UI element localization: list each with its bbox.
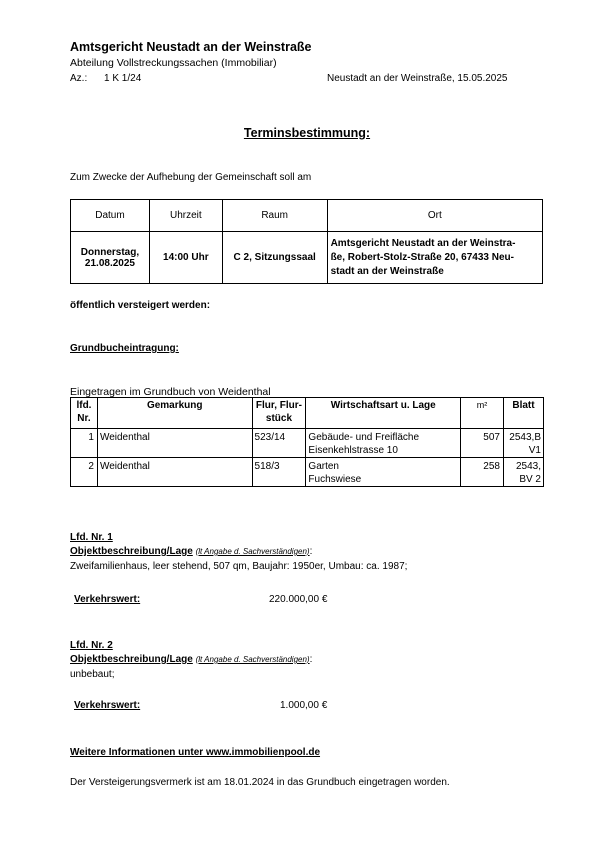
header-datum: Datum [71, 200, 150, 232]
object-1-colon: : [309, 546, 313, 557]
row-nr: 2 [71, 458, 98, 487]
object-1-label: Objektbeschreibung/Lage [70, 546, 193, 557]
appointment-table [70, 199, 543, 284]
header-flur-line1: Flur, Flur- [255, 400, 303, 411]
row-blatt [503, 458, 543, 487]
grundbuch-heading: Grundbucheintragung: [70, 343, 179, 354]
row-wirtschaftsart [306, 458, 461, 487]
row-blatt-line1: 2543, [515, 461, 541, 472]
table-row [71, 458, 544, 487]
row-qm: 507 [461, 429, 504, 458]
header-flur [252, 398, 306, 429]
appointment-place [327, 232, 542, 284]
case-number-label: Az.: [70, 73, 88, 84]
object-2-note: (lt Angabe d. Sachverständigen) [195, 655, 310, 664]
appointment-time: 14:00 Uhr [149, 232, 222, 284]
grundbuch-header-row [71, 398, 544, 429]
header-ort: Ort [327, 200, 542, 232]
object-2-number: Lfd. Nr. 2 [70, 640, 113, 651]
object-1-number: Lfd. Nr. 1 [70, 532, 113, 543]
row-art-line2: Fuchswiese [308, 474, 362, 485]
appointment-data-row [71, 232, 543, 284]
appointment-date [71, 232, 150, 284]
header-uhrzeit: Uhrzeit [149, 200, 222, 232]
object-2-heading [70, 654, 312, 665]
object-2-colon: : [309, 654, 313, 665]
row-wirtschaftsart [306, 429, 461, 458]
registration-note: Der Versteigerungsvermerk ist am 18.01.2024 in das Grundbuch eingetragen worden. [70, 777, 450, 788]
grundbuch-subtitle: Eingetragen im Grundbuch von Weidenthal [70, 386, 271, 398]
row-blatt-line2: V1 [528, 445, 541, 456]
object-2-label: Objektbeschreibung/Lage [70, 654, 193, 665]
appointment-place-line1: Amtsgericht Neustadt an der Weinstra- [330, 237, 516, 249]
appointment-weekday: Donnerstag, [80, 246, 140, 258]
header-lfd-line2: Nr. [77, 413, 91, 424]
header-gemarkung: Gemarkung [97, 398, 252, 429]
object-1-heading [70, 546, 312, 557]
more-info-link[interactable]: Weitere Informationen unter www.immobilienpool.de [70, 747, 321, 758]
row-art-line2: Eisenkehlstrasse 10 [308, 445, 398, 456]
row-gemarkung: Weidenthal [97, 429, 252, 458]
header-blatt: Blatt [503, 398, 543, 429]
object-2-value-label: Verkehrswert: [74, 700, 141, 711]
grundbuch-table [70, 397, 544, 487]
department: Abteilung Vollstreckungssachen (Immobiliar) [70, 57, 277, 69]
document-title: Terminsbestimmung: [243, 126, 371, 140]
header-lfd [71, 398, 98, 429]
object-1-note: (lt Angabe d. Sachverständigen) [195, 547, 310, 556]
row-art-line1: Garten [308, 461, 339, 472]
row-flur: 518/3 [252, 458, 306, 487]
object-1-value: 220.000,00 € [269, 594, 328, 605]
object-1-value-label: Verkehrswert: [74, 594, 141, 605]
object-2-description: unbebaut; [70, 669, 115, 680]
court-name: Amtsgericht Neustadt an der Weinstraße [70, 40, 312, 54]
appointment-header-row [71, 200, 543, 232]
header-raum: Raum [222, 200, 327, 232]
appointment-place-line3: stadt an der Weinstraße [330, 265, 444, 277]
appointment-place-line2: ße, Robert-Stolz-Straße 20, 67433 Neu- [330, 251, 514, 263]
appointment-date-value: 21.08.2025 [84, 257, 135, 269]
row-blatt [503, 429, 543, 458]
row-flur: 523/14 [252, 429, 306, 458]
auction-text: öffentlich versteigert werden: [70, 300, 211, 311]
row-blatt-line2: BV 2 [519, 474, 541, 485]
row-art-line1: Gebäude- und Freifläche [308, 432, 420, 443]
header-lfd-line1: lfd. [76, 400, 92, 411]
object-2-value: 1.000,00 € [280, 700, 328, 711]
appointment-room: C 2, Sitzungssaal [222, 232, 327, 284]
row-gemarkung: Weidenthal [97, 458, 252, 487]
header-qm: m² [461, 398, 504, 429]
place-date: Neustadt an der Weinstraße, 15.05.2025 [327, 73, 508, 84]
intro-text: Zum Zwecke der Aufhebung der Gemeinschaft soll am [70, 172, 312, 183]
table-row [71, 429, 544, 458]
header-wirtschaftsart: Wirtschaftsart u. Lage [306, 398, 461, 429]
object-1-description: Zweifamilienhaus, leer stehend, 507 qm, Baujahr: 1950er, Umbau: ca. 1987; [70, 561, 408, 572]
header-flur-line2: stück [265, 413, 293, 424]
case-number: 1 K 1/24 [104, 73, 142, 84]
row-nr: 1 [71, 429, 98, 458]
row-blatt-line1: 2543,B [509, 432, 541, 443]
row-qm: 258 [461, 458, 504, 487]
